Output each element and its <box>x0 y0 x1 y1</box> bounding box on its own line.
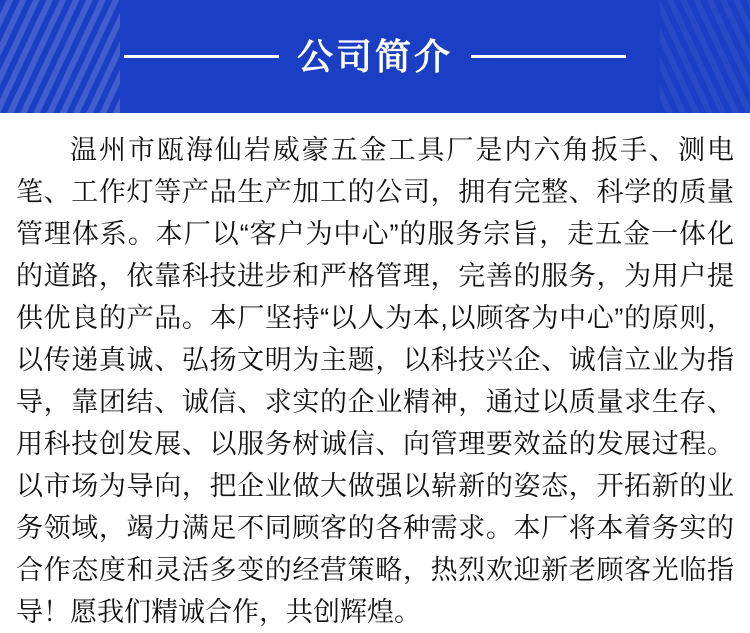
company-description-paragraph: 温州市瓯海仙岩威豪五金工具厂是内六角扳手、测电笔、工作灯等产品生产加工的公司，拥有完整、科学的质量管理体系。本厂以“客户为中心”的服务宗旨，走五金一体化的道路，依靠科技进步和严格管理，完善的服务，为用户提供优良的产品。本厂坚持“以人为本,以顾客为中心”的原则，以传递真诚、弘扬文明为主题，以科技兴企、诚信立业为指导，靠团结、诚信、求实的企业精神，通过以质量求生存、用科技创发展、以服务树诚信、向管理要效益的发展过程。以市场为导向，把企业做大做强以崭新的姿态，开拓新的业务领域，竭力满足不同顾客的各种需求。本厂将本着务实的合作态度和灵活多变的经营策略，热烈欢迎新老顾客光临指导！愿我们精诚合作，共创辉煌。 <box>16 135 734 627</box>
title-rule-left <box>124 55 279 58</box>
page-title: 公司简介 <box>296 35 453 77</box>
page-header-banner <box>0 0 750 113</box>
banner-content <box>0 0 750 113</box>
title-rule-right <box>471 55 626 58</box>
page-content <box>0 113 750 633</box>
